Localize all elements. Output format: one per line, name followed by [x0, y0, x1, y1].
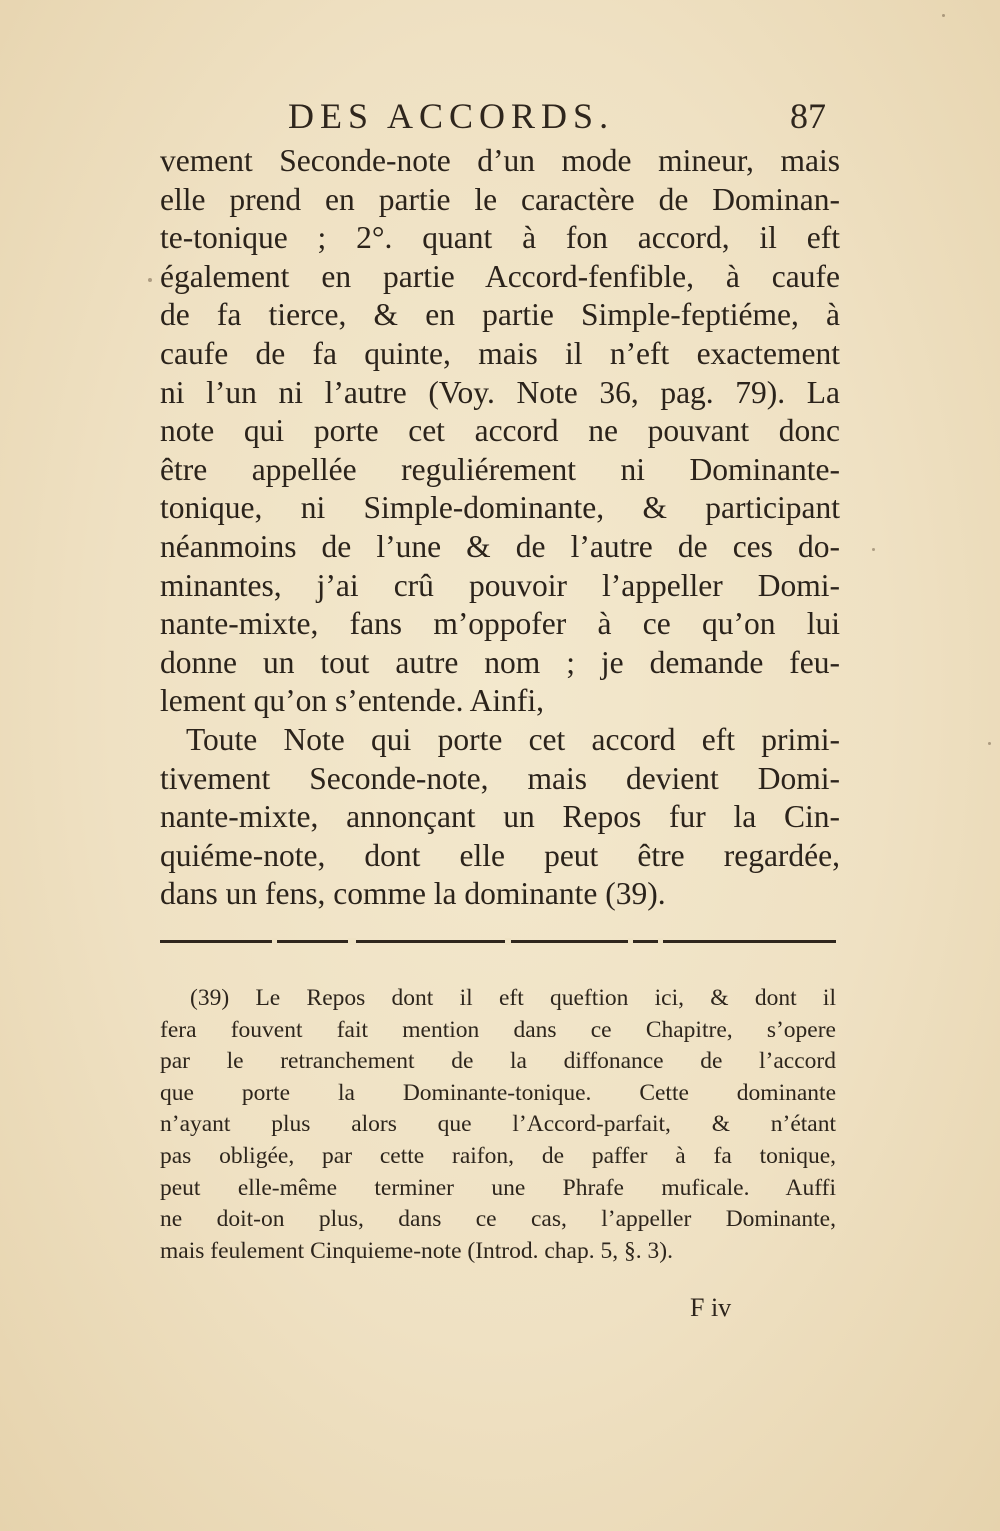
body-line: néanmoins de l’une & de l’autre de ces do- [160, 528, 840, 564]
body-line: tonique, ni Simple-dominante, & participant [160, 490, 840, 526]
paper-speck [988, 742, 991, 745]
footnote-line: (39) Le Repos dont il eft queftion ici, & dont il [190, 985, 836, 1011]
body-line: note qui porte cet accord ne pouvant donc [160, 413, 840, 449]
rule-gap [628, 938, 633, 945]
footnote-line: n’ayant plus alors que l’Accord-parfait, & n’étant [160, 1111, 836, 1138]
body-line: donne un tout autre nom ; je demande feu- [160, 644, 840, 680]
footnote-line: fera fouvent fait mention dans ce Chapitre, s’opere [160, 1016, 836, 1043]
catchword-signature: F iv [690, 1293, 732, 1322]
paper-speck [148, 278, 152, 282]
body-line: ni l’un ni l’autre (Voy. Note 36, pag. 79). La [160, 374, 840, 410]
footnote-separator-rule [160, 940, 836, 943]
rule-gap [348, 938, 356, 945]
body-line: minantes, j’ai crû pouvoir l’appeller Domi- [160, 567, 840, 603]
body-line: elle prend en partie le caractère de Dominan- [160, 181, 840, 217]
footnote-line: mais feulement Cinquieme-note (Introd. chap. 5, §. 3). [160, 1237, 673, 1264]
body-line: quiéme-note, dont elle peut être regardée, [160, 837, 840, 873]
running-head [160, 95, 840, 145]
body-line: tivement Seconde-note, mais devient Domi- [160, 760, 840, 796]
body-line: te-tonique ; 2°. quant à fon accord, il eft [160, 220, 840, 256]
footnote-line: peut elle-même terminer une Phrafe muficale. Auffi [160, 1174, 836, 1201]
body-text [160, 142, 840, 914]
page-number: 87 [790, 96, 826, 136]
paper-speck [942, 14, 945, 17]
body-line: nante-mixte, fans m’oppofer à ce qu’on lui [160, 606, 840, 642]
running-title: DES ACCORDS. [288, 96, 615, 136]
body-line: vement Seconde-note d’un mode mineur, mais [160, 143, 840, 178]
paper-speck [872, 548, 875, 551]
body-line: de fa tierce, & en partie Simple-feptiéme, à [160, 297, 840, 333]
rule-gap [272, 938, 277, 945]
rule-gap [658, 938, 663, 945]
footnote-line: par le retranchement de la diffonance de l’accord [160, 1048, 836, 1075]
body-line: lement qu’on s’entende. Ainfi, [160, 683, 545, 719]
body-line: également en partie Accord-fenfible, à caufe [160, 258, 840, 294]
body-line: caufe de fa quinte, mais il n’eft exactement [160, 335, 840, 371]
footnote [160, 983, 836, 1267]
footnote-line: ne doit-on plus, dans ce cas, l’appeller Dominante, [160, 1206, 836, 1233]
footnote-line: pas obligée, par cette raifon, de paffer à fa tonique, [160, 1142, 836, 1169]
body-line: Toute Note qui porte cet accord eft primi- [186, 721, 840, 757]
body-line: nante-mixte, annonçant un Repos fur la Cin- [160, 799, 840, 835]
body-line: dans un fens, comme la dominante (39). [160, 876, 666, 912]
footnote-line: que porte la Dominante-tonique. Cette dominante [160, 1079, 836, 1106]
body-line: être appellée reguliérement ni Dominante- [160, 451, 840, 487]
rule-gap [505, 938, 511, 945]
